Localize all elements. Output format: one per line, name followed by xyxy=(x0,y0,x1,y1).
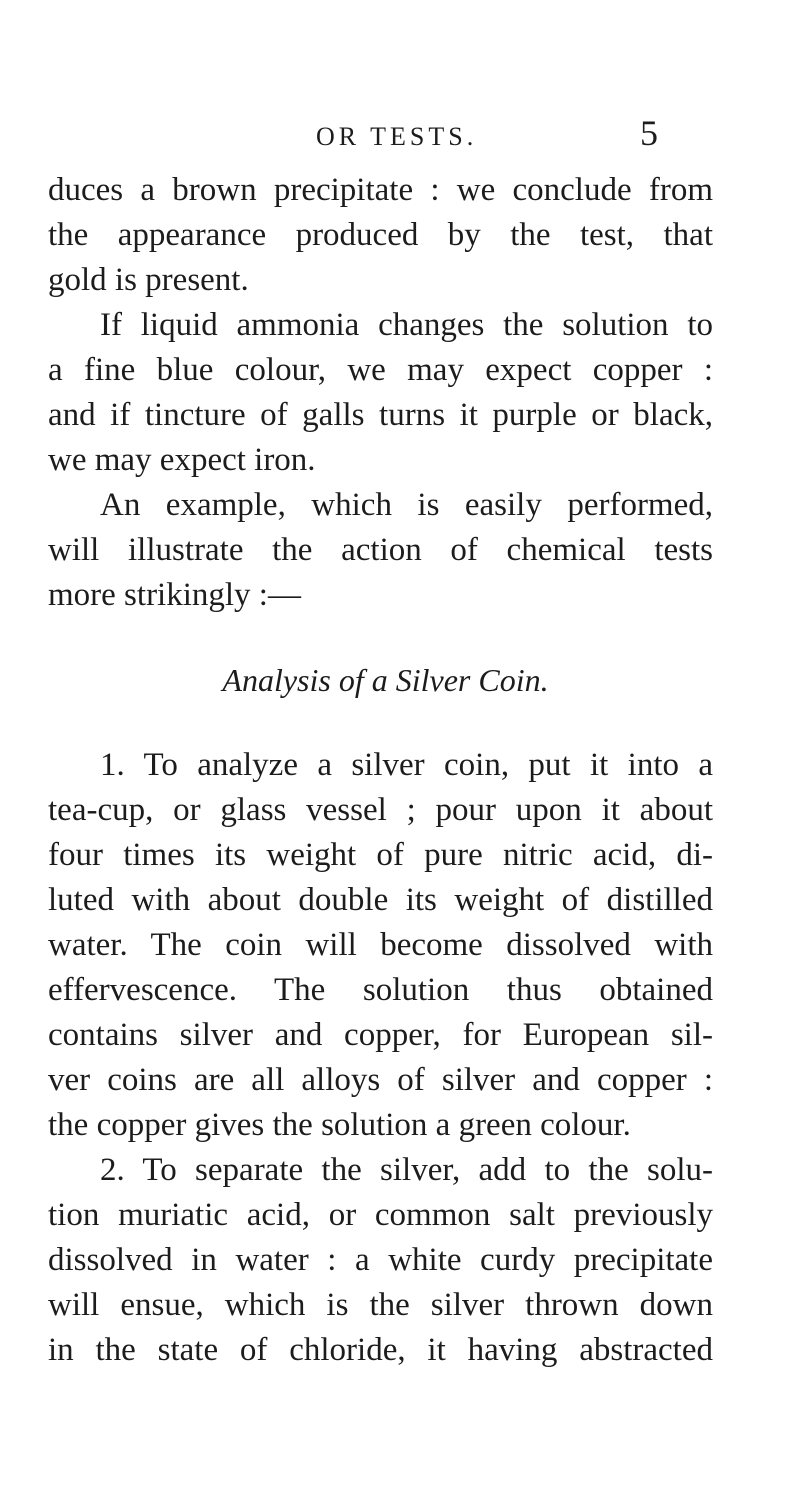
text-line: we may expect iron. xyxy=(48,442,316,478)
text-line: water. The coin will become dissolved with xyxy=(48,927,713,963)
text-line: 1. To analyze a silver coin, put it into a xyxy=(100,747,713,783)
section-heading: Analysis of a Silver Coin. xyxy=(222,662,549,698)
paragraph-example xyxy=(48,483,713,618)
paragraph-gold xyxy=(48,168,713,303)
running-title: OR TESTS. xyxy=(316,122,478,151)
text-line: effervescence. The solution thus obtained xyxy=(48,972,713,1008)
text-line: tion muriatic acid, or common salt previously xyxy=(48,1197,713,1233)
text-line: dissolved in water : a white curdy precipitate xyxy=(48,1242,713,1278)
step-2 xyxy=(48,1148,713,1373)
text-line: four times its weight of pure nitric acid, di- xyxy=(48,837,713,873)
text-line: luted with about double its weight of distilled xyxy=(48,882,713,918)
text-line: will illustrate the action of chemical tests xyxy=(48,532,713,568)
text-line: tea-cup, or glass vessel ; pour upon it about xyxy=(48,792,713,828)
text-line: If liquid ammonia changes the solution to xyxy=(100,307,713,343)
text-line: the copper gives the solution a green colour. xyxy=(48,1107,631,1143)
text-line: will ensue, which is the silver thrown down xyxy=(48,1287,713,1323)
text-line: in the state of chloride, it having abstracted xyxy=(48,1332,713,1368)
text-line: 2. To separate the silver, add to the solu- xyxy=(100,1152,713,1188)
text-line: and if tincture of galls turns it purple or black, xyxy=(48,397,713,433)
text-line: gold is present. xyxy=(48,262,249,298)
text-line: a fine blue colour, we may expect copper : xyxy=(48,352,713,388)
page-number: 5 xyxy=(640,113,658,153)
text-line: duces a brown precipitate : we conclude from xyxy=(48,172,713,208)
text-line: An example, which is easily performed, xyxy=(100,487,713,523)
text-line: the appearance produced by the test, that xyxy=(48,217,713,253)
body-text xyxy=(48,168,713,1373)
paragraph-ammonia xyxy=(48,303,713,483)
text-line: ver coins are all alloys of silver and copper : xyxy=(48,1062,713,1098)
running-head xyxy=(0,108,800,158)
text-line: contains silver and copper, for European sil- xyxy=(48,1017,713,1053)
step-1 xyxy=(48,743,713,1148)
text-line: more strikingly :— xyxy=(48,577,301,613)
